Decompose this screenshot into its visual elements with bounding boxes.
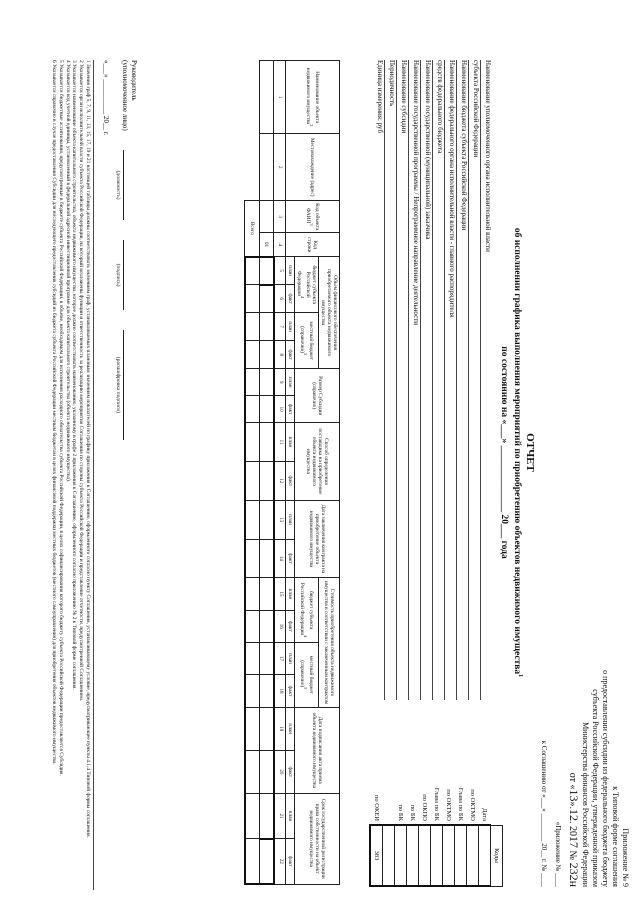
- header-plan: план: [285, 793, 294, 838]
- table-cell: [259, 61, 274, 134]
- report-title: ОТЧЕТ: [524, 433, 536, 472]
- appendix-line-1: Приложение № 9: [621, 828, 630, 887]
- col-number: 6: [274, 285, 286, 313]
- field-row: [408, 60, 420, 700]
- field-label: Наименование государственной программы / Непрограммное направление деятельности: [412, 60, 420, 326]
- code-value: [419, 825, 431, 886]
- table-cell: [259, 423, 274, 462]
- table-cell: [245, 500, 260, 539]
- header-contract-date: Дата заключения контракта на приобретение объекта недвижимого имущества: [294, 500, 339, 578]
- table-cell: [259, 257, 274, 285]
- code-value: 383: [370, 825, 383, 886]
- col-number: 8: [274, 341, 286, 369]
- order-day: 13: [567, 789, 581, 802]
- code-value: [383, 825, 395, 886]
- signature-sign-line: [123, 240, 124, 310]
- code-label: по ОКПО: [421, 794, 428, 821]
- code-label: [383, 788, 395, 825]
- field-row: [456, 60, 468, 700]
- table-cell: [259, 839, 274, 884]
- signature-decoding-line: [123, 330, 124, 440]
- table-cell: [259, 793, 274, 838]
- col-number: 12: [274, 461, 286, 500]
- header-cost: Стоимость приобретения объекта недвижимого имущества в соответствии с заключенным контрактом: [318, 578, 339, 707]
- footnote-item: 6 Указывается справочно в случае предоставления Субсидии для последующего предоставления субсидий из бюджета субъекта Российской Федерации местным бюджетам в целях финансовой поддержки местных бюджетов (местного самоуправления) для приобретения объектов недвижимого имущества.: [51, 60, 58, 765]
- header-fact: факт: [285, 750, 294, 793]
- code-label: по ОКТМО: [469, 789, 476, 821]
- signature-sign-caption: (подпись): [115, 263, 121, 287]
- table-row: [259, 61, 274, 885]
- col-number: 5: [274, 257, 286, 285]
- appendix-number-line: «Приложение № ____: [554, 821, 562, 887]
- order-number: 232н: [567, 862, 581, 887]
- header-acceptance-date: Дата подписания акта приема объекта недвижимого имущества: [294, 707, 339, 793]
- col-number: 20: [274, 750, 286, 793]
- header-text: бюджет субъекта Российской Федерации: [295, 265, 317, 304]
- table-cell: [245, 134, 260, 201]
- col-number: 18: [274, 675, 286, 707]
- header-plan: план: [285, 313, 294, 341]
- table-cell: [259, 461, 274, 500]
- footnote-mark: 4: [302, 635, 308, 638]
- field-label: средств федерального бюджета: [436, 60, 444, 154]
- table-cell: [245, 839, 260, 884]
- header-fin-regional: [294, 257, 318, 313]
- table-cell: [245, 396, 260, 423]
- table-cell: [245, 313, 260, 341]
- table-cell: [259, 578, 274, 610]
- col-number: 4: [274, 233, 286, 257]
- table-cell: [245, 461, 260, 500]
- table-cell: [259, 134, 274, 201]
- col-number: 15: [274, 578, 286, 610]
- table-cell: [245, 285, 260, 313]
- signature-head-title: Руководитель: [130, 60, 138, 101]
- header-location: Местонахождение (адрес): [285, 134, 339, 201]
- appendix-line-5: Министерства финансов Российской Федерации: [581, 722, 590, 887]
- field-row: [444, 60, 456, 700]
- codes-spacer: [491, 788, 503, 825]
- col-number: 2: [274, 134, 286, 201]
- col-number: 3: [274, 201, 286, 233]
- table-cell: [245, 61, 260, 134]
- col-number: 11: [274, 423, 286, 462]
- header-cost-regional: [294, 578, 318, 643]
- footnote-item: 3 Указывается наименование объекта капитального строительства, объекта недвижимого имущества, которое должно соответствовать наименованию, указанному в графе 2 приложения к Соглашению, оформленного согласно приложению № 2 к Типовой форме соглашения.: [71, 60, 78, 690]
- signature-head-title-2: (уполномоченное лицо): [121, 60, 129, 131]
- header-plan: план: [285, 369, 294, 396]
- footnote-item: 2 Указывается орган исполнительной власти субъекта Российской Федерации, на который возложены функции и ответственность за реализацию мероприятия Соглашения по стороны субъекта Российской Федерации и представление отчетности, предусмотренной Соглашением.: [78, 60, 85, 702]
- table-cell: [259, 750, 274, 793]
- report-table: [244, 60, 340, 885]
- header-text: Наименование объекта недвижимого имущества: [304, 67, 320, 125]
- header-text: местный бюджет (справочно): [298, 655, 314, 694]
- header-subsidy: Размер Субсидии (справочно): [294, 369, 339, 423]
- table-cell: [245, 675, 260, 707]
- table-cell: [259, 675, 274, 707]
- header-text: бюджет субъекта Российской Федерации: [298, 582, 314, 636]
- footnote-item: 5 Указывается бюджетные ассигнования, предусмотренные в бюджете субъекта Российской Федерации, в объеме, необходимом для исполнения расходного обязательства субъекта Российской Федерации, в целях софинансирования которого бюджету субъекта Российской Федерации предоставляется Субсидия.: [58, 60, 64, 776]
- code-value: [479, 825, 491, 886]
- field-row: [420, 60, 432, 700]
- header-plan: план: [285, 423, 294, 462]
- codes-header: Коды: [491, 825, 503, 886]
- footnote-item: 1 Значения граф 5, 7, 9, 11, 13, 15, 17, 19 и 21 настоящей таблицы должны соответствовать значениям граф, устанавливаемых плановым значениям показателей по графику приложения к Соглашению, оформленного согласно пункту Соглашения, устанавливающему условие, предусматривающее пункты 4.1.4 Типовой формы соглашения.: [85, 60, 91, 838]
- report-subject-text: об исполнении графика выполнения мероприятий по приобретению объектов недвижимого имущества: [511, 227, 522, 675]
- table-cell: [245, 539, 260, 578]
- header-object-name: [285, 61, 339, 134]
- header-fact: факт: [285, 839, 294, 884]
- col-number: 17: [274, 642, 286, 674]
- table-cell: [259, 396, 274, 423]
- header-text: Код объекта ФАИП: [304, 203, 320, 231]
- header-fias-code: [285, 201, 339, 233]
- codes-table: [369, 788, 503, 887]
- report-subject-mark: 1: [517, 674, 523, 678]
- agreement-line: к Соглашению от «___» ________ 20__ г. № ____: [540, 740, 548, 887]
- code-value: [455, 825, 467, 886]
- signature-date: «___» __________ 20__ г.: [102, 60, 110, 136]
- col-number: 13: [274, 500, 286, 539]
- table-cell: [245, 610, 260, 642]
- header-fact: факт: [285, 396, 294, 423]
- code-value: [443, 825, 455, 886]
- table-cell: [259, 642, 274, 674]
- table-cell: [245, 793, 260, 838]
- left-fields: [373, 60, 492, 700]
- code-label: по ОКЕИ: [372, 794, 380, 821]
- order-year: 17: [567, 836, 581, 849]
- header-fact: факт: [285, 539, 294, 578]
- code-value: [431, 825, 443, 886]
- order-year-prefix: 20: [567, 826, 578, 837]
- signature-decoding-caption: (расшифровка подписи): [115, 356, 121, 414]
- total-label: Всего: [245, 201, 260, 257]
- code-value: [407, 825, 419, 886]
- field-row: [373, 60, 384, 700]
- col-number: 16: [274, 610, 286, 642]
- field-label: Наименование федерального органа исполнительной власти - главного распорядителя: [448, 60, 456, 318]
- table-cell: [245, 750, 260, 793]
- col-number: 14: [274, 539, 286, 578]
- header-state-registration: Срок государственной регистрации права собственности на объект недвижимого имущества: [294, 793, 339, 884]
- col-number: 7: [274, 313, 286, 341]
- appendix-line-3: о предоставлении субсидии из федерального бюджета бюджету: [601, 670, 610, 887]
- footnote-mark: 2: [308, 124, 314, 127]
- header-fact: факт: [285, 610, 294, 642]
- order-month: 12: [567, 809, 581, 822]
- table-cell: [259, 285, 274, 313]
- header-plan: план: [285, 578, 294, 610]
- header-financing: Объем финансового обеспечения приобретаемого объекта недвижимого имущества: [318, 257, 339, 369]
- code-label: Глава по БК: [457, 787, 464, 821]
- code-label: Глава по БК: [433, 787, 440, 821]
- appendix-line-4: субъекта Российской Федерации, утвержденной приказом: [591, 689, 600, 887]
- footnote-mark: 3: [308, 223, 314, 226]
- header-line-code: Код строки: [285, 233, 339, 257]
- order-number-prefix: №: [567, 850, 578, 861]
- footnote-item: 4 Указывается код учетной единицы, установленный в федеральной адресной инвестиционной программе для объекта капитального строительства (объекта недвижимого имущества).: [64, 60, 71, 483]
- code-value: [467, 825, 479, 886]
- table-cell: [245, 341, 260, 369]
- col-number: 21: [274, 793, 286, 838]
- field-row: [384, 60, 396, 700]
- header-cost-local: [294, 642, 318, 707]
- footnote-mark: 5: [302, 687, 308, 690]
- total-row: [245, 61, 260, 885]
- signature-position-caption: (должность): [115, 170, 121, 200]
- header-method: Способ определения поставщика на приобретение объекта недвижимого имущества: [294, 423, 339, 501]
- field-label: Единица измерения: руб: [376, 60, 384, 134]
- header-fact: факт: [285, 285, 294, 313]
- code-value: [395, 825, 407, 886]
- field-label: Наименование уполномоченного органа исполнительной власти: [484, 60, 492, 252]
- table-cell: [259, 539, 274, 578]
- header-fact: факт: [285, 341, 294, 369]
- header-plan: план: [285, 257, 294, 285]
- table-cell: [245, 642, 260, 674]
- table-cell: [245, 578, 260, 610]
- header-text: местный бюджет (справочно): [298, 321, 314, 360]
- footnote-mark: 5: [302, 353, 308, 356]
- appendix-line-2: к Типовой форме соглашения: [611, 786, 620, 887]
- field-row: [468, 60, 480, 700]
- table-cell: [245, 257, 260, 285]
- table-cell: [259, 341, 274, 369]
- report-as-of: по состоянию на «___» ______________ 20___ года: [499, 346, 509, 559]
- field-label: субъекта Российской Федерации: [472, 60, 480, 158]
- field-label: Периодичность: [388, 60, 396, 107]
- order-date-line: от «13».12. 2017 № 232н: [567, 772, 581, 887]
- table-cell: [245, 707, 260, 750]
- field-row: [396, 60, 408, 700]
- table-cell: [259, 707, 274, 750]
- table-cell: [245, 423, 260, 462]
- table-cell: [259, 610, 274, 642]
- appendix-number-label: «Приложение №: [554, 821, 562, 872]
- col-number: 10: [274, 396, 286, 423]
- field-row: [432, 60, 444, 700]
- header-plan: план: [285, 642, 294, 674]
- field-label: Наименование субсидии: [400, 60, 408, 134]
- table-cell: [259, 201, 274, 233]
- header-plan: план: [285, 707, 294, 750]
- field-label: Наименование бюджета субъекта Российской Федерации: [460, 60, 468, 231]
- signature-position-line: [123, 150, 124, 220]
- col-number: 9: [274, 369, 286, 396]
- col-number: 22: [274, 839, 286, 884]
- code-label: по БК: [409, 804, 416, 821]
- header-fact: факт: [285, 675, 294, 707]
- report-subject: [511, 0, 523, 905]
- table-cell: [259, 500, 274, 539]
- footnote-mark: 4: [299, 296, 305, 299]
- field-row: [480, 60, 492, 700]
- field-label: Наименование государственной (муниципальной) заказчика: [424, 60, 432, 240]
- table-cell: [245, 369, 260, 396]
- code-label: Дата: [481, 808, 488, 821]
- col-number: 19: [274, 707, 286, 750]
- header-fin-local: [294, 313, 318, 369]
- header-fact: факт: [285, 461, 294, 500]
- header-plan: план: [285, 500, 294, 539]
- order-prefix: от «: [567, 772, 578, 790]
- row-code: 01: [259, 233, 274, 257]
- code-label: по БК: [397, 804, 404, 821]
- footnotes: [51, 60, 95, 890]
- col-number: 1: [274, 61, 286, 134]
- table-cell: [259, 369, 274, 396]
- table-cell: [259, 313, 274, 341]
- code-label: по ОКТМО: [445, 789, 452, 821]
